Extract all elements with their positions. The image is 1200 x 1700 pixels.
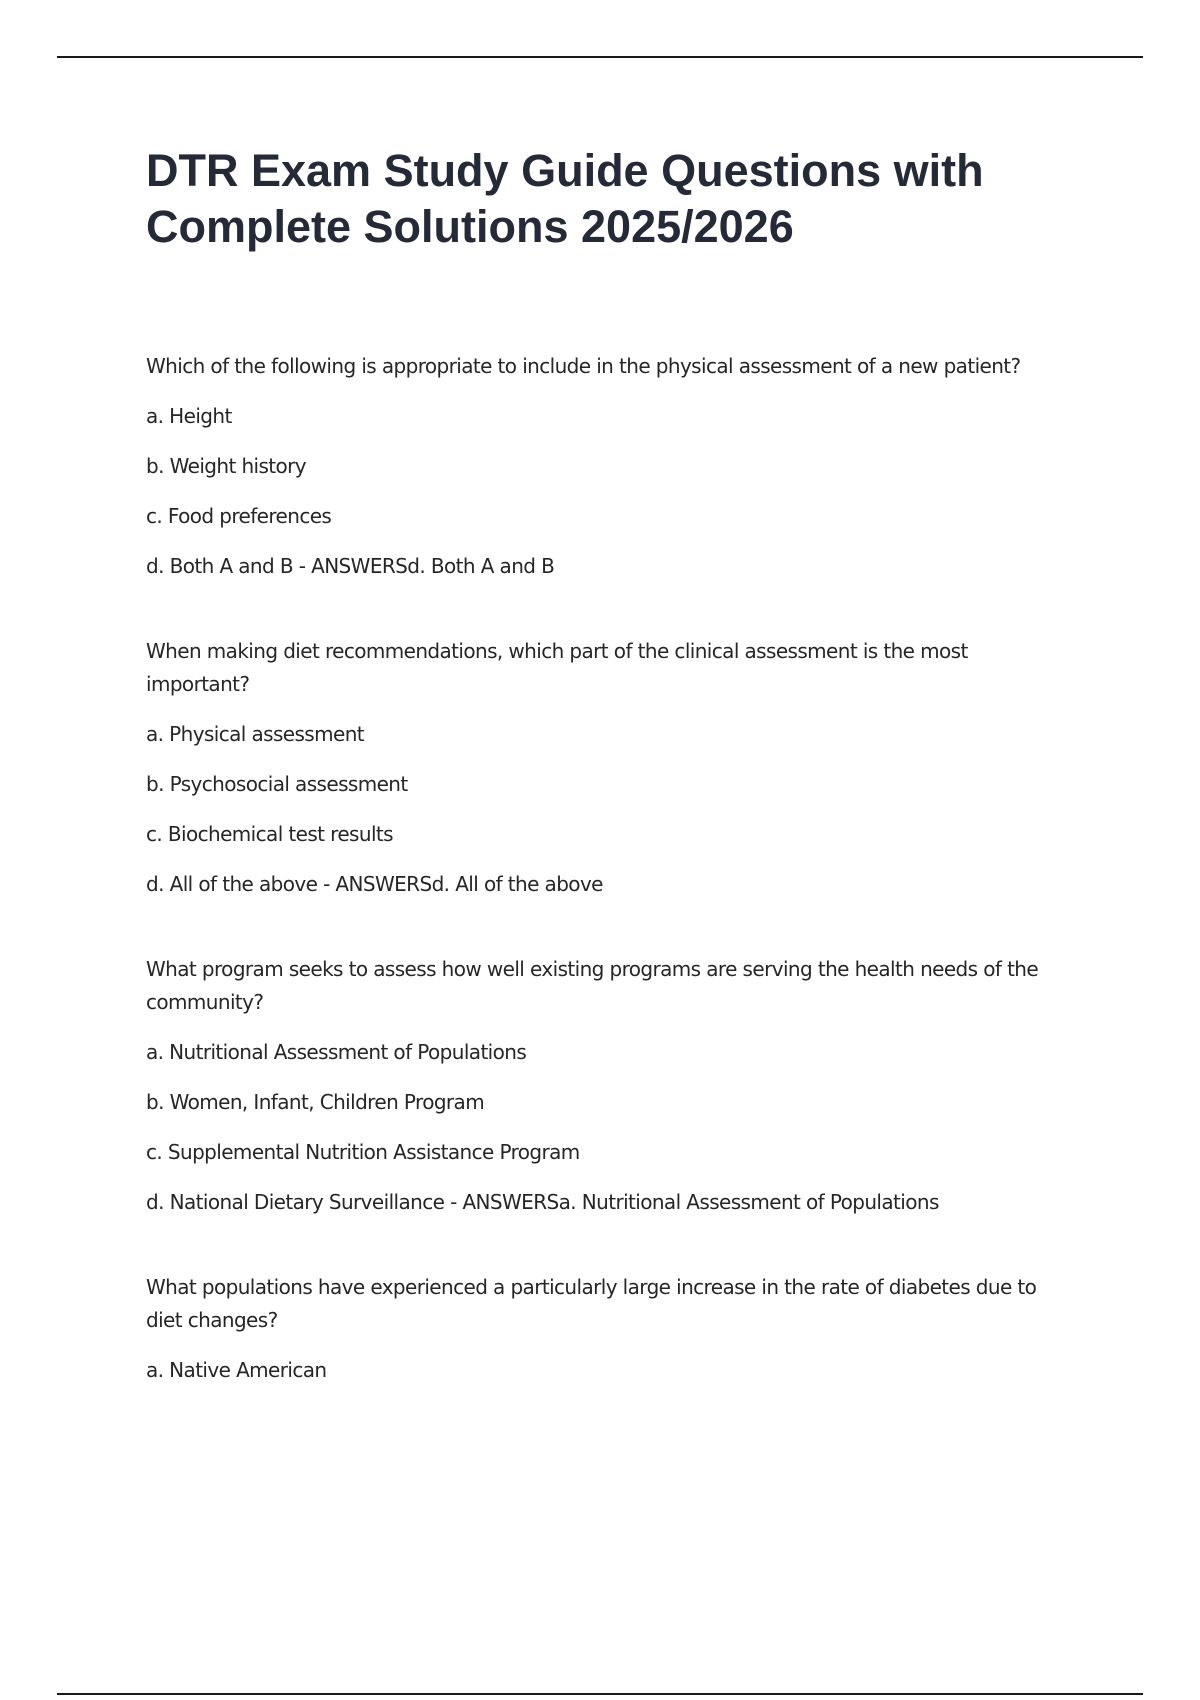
question-text: Which of the following is appropriate to include in the physical assessment of a new patient?: [146, 354, 1021, 378]
question-text: What populations have experienced a particularly large increase in the rate of diabetes due to diet changes?: [146, 1275, 1037, 1332]
answer-option: c. Supplemental Nutrition Assistance Program: [146, 1140, 580, 1164]
page-content: [146, 143, 1076, 1439]
question-block-2: [146, 635, 1076, 901]
answer-option: d. National Dietary Surveillance - ANSWERSa. Nutritional Assessment of Populations: [146, 1190, 939, 1214]
answer-option: b. Women, Infant, Children Program: [146, 1090, 485, 1114]
question-text: When making diet recommendations, which part of the clinical assessment is the most important?: [146, 639, 968, 696]
answer-option: a. Height: [146, 404, 232, 428]
answer-option: d. Both A and B - ANSWERSd. Both A and B: [146, 554, 555, 578]
question-block-4: [146, 1271, 1076, 1387]
answer-option: a. Nutritional Assessment of Populations: [146, 1040, 527, 1064]
answer-option: c. Biochemical test results: [146, 822, 393, 846]
question-block-3: [146, 953, 1076, 1219]
question-text: What program seeks to assess how well existing programs are serving the health needs of the community?: [146, 957, 1039, 1014]
top-rule: [57, 56, 1143, 58]
answer-option: b. Weight history: [146, 454, 307, 478]
answer-option: a. Native American: [146, 1358, 327, 1382]
answer-option: a. Physical assessment: [146, 722, 365, 746]
question-list: [146, 350, 1076, 1387]
bottom-rule: [57, 1693, 1143, 1695]
answer-option: b. Psychosocial assessment: [146, 772, 408, 796]
document-title: DTR Exam Study Guide Questions with Complete Solutions 2025/2026: [146, 145, 984, 252]
answer-option: d. All of the above - ANSWERSd. All of the above: [146, 872, 603, 896]
answer-option: c. Food preferences: [146, 504, 332, 528]
question-block-1: [146, 350, 1076, 583]
